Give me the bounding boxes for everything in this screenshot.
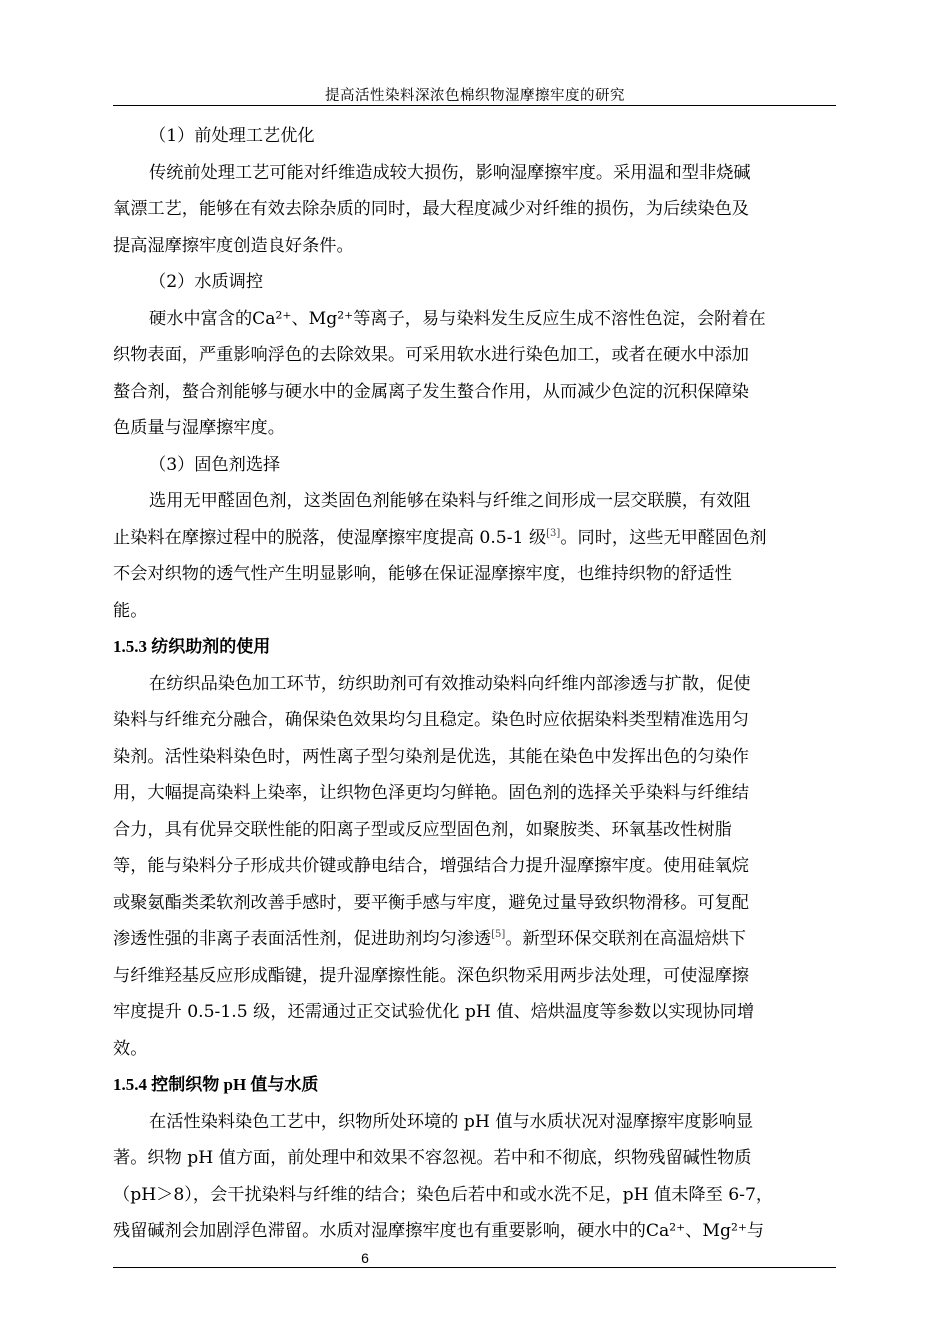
text-line — [113, 520, 836, 557]
line-text: 效。 — [113, 1038, 148, 1059]
line-text: （1）前处理工艺优化 — [149, 126, 315, 146]
text-line — [113, 447, 836, 484]
text-line — [113, 410, 836, 447]
line-text: 染料与纤维充分融合，确保染色效果均匀且稳定。染色时应依据染料类型精准选用匀 — [113, 710, 749, 730]
text-line — [113, 593, 836, 630]
line-text: 提高湿摩擦牢度创造良好条件。 — [113, 235, 354, 256]
text-line — [113, 994, 836, 1031]
text-line — [113, 556, 836, 593]
line-text: 在活性染料染色工艺中，织物所处环境的 pH 值与水质状况对湿摩擦牢度影响显 — [149, 1111, 754, 1132]
line-text: 1.5.3 纺织助剂的使用 — [113, 637, 271, 656]
line-text: 色质量与湿摩擦牢度。 — [113, 418, 285, 438]
text-line — [113, 1031, 836, 1068]
line-text: 氧漂工艺，能够在有效去除杂质的同时，最大程度减少对纤维的损伤，为后续染色及 — [113, 199, 749, 219]
line-text: 或聚氨酯类柔软剂改善手感时，要平衡手感与牢度，避免过量导致织物滑移。可复配 — [113, 892, 749, 913]
text-line — [113, 885, 836, 922]
text-line — [113, 228, 836, 265]
text-line — [113, 702, 836, 739]
text-line — [113, 483, 836, 520]
text-line — [113, 848, 836, 885]
line-text: 织物表面，严重影响浮色的去除效果。可采用软水进行染色加工，或者在硬水中添加 — [113, 345, 749, 365]
citation-reference: [5] — [491, 929, 506, 940]
text-line — [113, 958, 836, 995]
line-text: 1.5.4 控制织物 pH 值与水质 — [113, 1075, 319, 1094]
text-line — [113, 264, 836, 301]
line-text: 与纤维羟基反应形成酯键，提升湿摩擦性能。深色织物采用两步法处理，可使湿摩擦 — [113, 965, 749, 986]
text-line — [113, 191, 836, 228]
text-line — [113, 666, 836, 703]
line-text: 合力，具有优异交联性能的阳离子型或反应型固色剂，如聚胺类、环氧基改性树脂 — [113, 819, 732, 840]
text-line — [113, 812, 836, 849]
line-text: （2）水质调控 — [149, 272, 264, 292]
document-body — [113, 118, 836, 1250]
text-line — [113, 739, 836, 776]
text-line — [113, 1140, 836, 1177]
page-number: 6 — [361, 1250, 369, 1266]
line-text: 硬水中富含的Ca²⁺、Mg²⁺等离子，易与染料发生反应生成不溶性色淀，会附着在 — [149, 308, 766, 329]
line-text: 止染料在摩擦过程中的脱落，使湿摩擦牢度提高 0.5-1 级 — [113, 527, 547, 548]
line-text: 传统前处理工艺可能对纤维造成较大损伤，影响湿摩擦牢度。采用温和型非烧碱 — [149, 162, 751, 183]
line-text: 在纺织品染色加工环节，纺织助剂可有效推动染料向纤维内部渗透与扩散，促使 — [149, 673, 751, 694]
line-text: 选用无甲醛固色剂，这类固色剂能够在染料与纤维之间形成一层交联膜，有效阻 — [149, 491, 751, 511]
footer-divider — [113, 1267, 836, 1268]
section-heading — [113, 1067, 836, 1104]
header-divider — [113, 105, 836, 106]
line-text: 螯合剂，螯合剂能够与硬水中的金属离子发生螯合作用，从而减少色淀的沉积保障染 — [113, 381, 749, 402]
line-text: 能。 — [113, 600, 148, 621]
text-line — [113, 1213, 836, 1250]
line-text: 著。织物 pH 值方面，前处理中和效果不容忽视。若中和不彻底，织物残留碱性物质 — [113, 1148, 752, 1168]
text-line — [113, 1177, 836, 1214]
running-header-title: 提高活性染料深浓色棉织物湿摩擦牢度的研究 — [325, 88, 625, 104]
line-text: 染剂。活性染料染色时，两性离子型匀染剂是优选，其能在染色中发挥出色的匀染作 — [113, 746, 749, 767]
text-line — [113, 337, 836, 374]
line-text: 残留碱剂会加剧浮色滞留。水质对湿摩擦牢度也有重要影响，硬水中的Ca²⁺、Mg²⁺与 — [113, 1221, 765, 1241]
text-line — [113, 1104, 836, 1141]
citation-reference: [3] — [546, 527, 561, 539]
text-line — [113, 921, 836, 958]
line-text: 等，能与染料分子形成共价键或静电结合，增强结合力提升湿摩擦牢度。使用硅氧烷 — [113, 856, 749, 876]
line-text: （pH＞8），会干扰染料与纤维的结合；染色后若中和或水洗不足，pH 值未降至 6-7， — [113, 1184, 774, 1205]
line-text-continued: 。新型环保交联剂在高温焙烘下 — [505, 929, 746, 949]
text-line — [113, 374, 836, 411]
line-text: 牢度提升 0.5-1.5 级，还需通过正交试验优化 pH 值、焙烘温度等参数以实现协同增 — [113, 1002, 755, 1022]
text-line — [113, 301, 836, 338]
text-line — [113, 155, 836, 192]
text-line — [113, 775, 836, 812]
line-text: 不会对织物的透气性产生明显影响，能够在保证湿摩擦牢度，也维持织物的舒适性 — [113, 564, 732, 584]
line-text-continued: 。同时，这些无甲醛固色剂 — [560, 527, 767, 548]
text-line — [113, 118, 836, 155]
line-text: （3）固色剂选择 — [149, 454, 281, 475]
line-text: 渗透性强的非离子表面活性剂，促进助剂均匀渗透 — [113, 929, 492, 949]
line-text: 用，大幅提高染料上染率，让织物色泽更均匀鲜艳。固色剂的选择关乎染料与纤维结 — [113, 783, 749, 803]
section-heading — [113, 629, 836, 666]
